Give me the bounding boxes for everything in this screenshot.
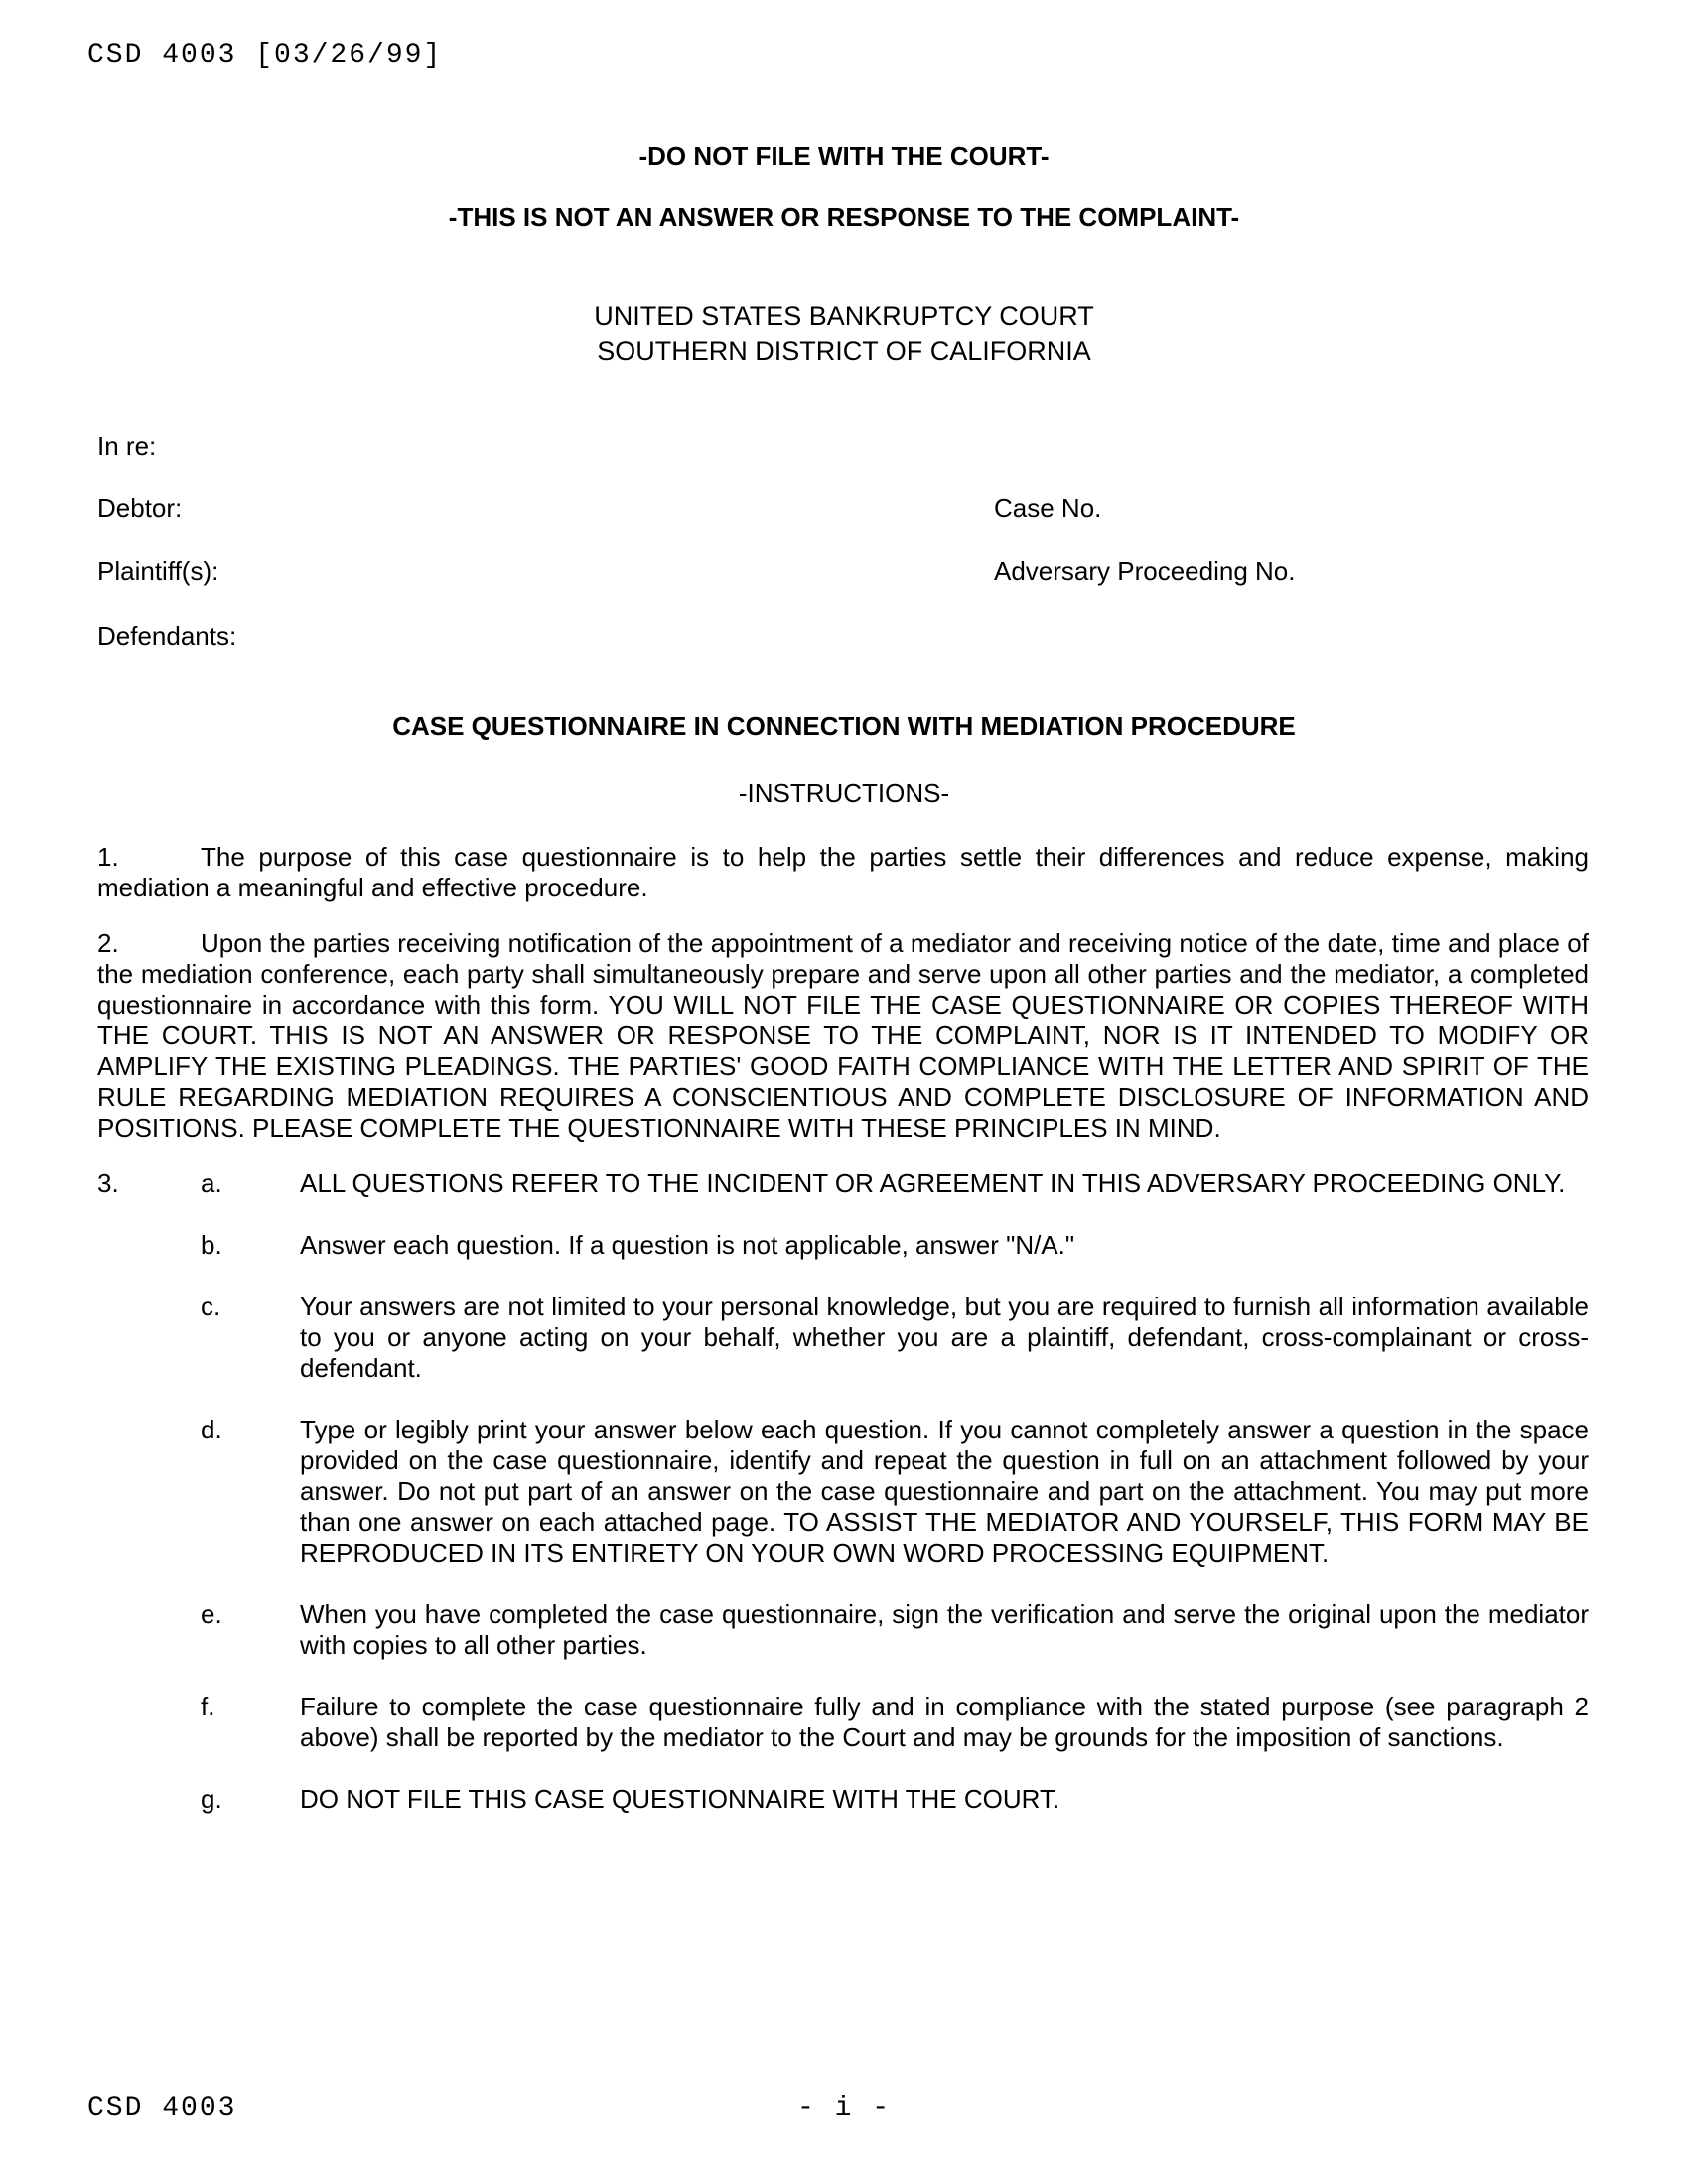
caption-row-plaintiffs	[97, 556, 1589, 587]
item-a-text: ALL QUESTIONS REFER TO THE INCIDENT OR AGREEMENT IN THIS ADVERSARY PROCEEDING ONLY.	[300, 1168, 1566, 1198]
instructions-body	[97, 842, 1589, 1845]
item-f-text: Failure to complete the case questionnaire fully and in compliance with the stated purpose (see paragraph 2 above) shall be reported by the mediator to the Court and may be grounds for the imposition of sanctions.	[300, 1692, 1589, 1752]
item-f-letter: f.	[201, 1692, 215, 1721]
form-id-header: CSD 4003 [03/26/99]	[87, 40, 443, 70]
item-d-text: Type or legibly print your answer below each question. If you cannot completely answer a question in the space provided on the case questionnaire, identify and repeat the question in full on an attachment followed by your answer. Do not put part of an answer on the case questionnaire and part on the attachment. You may put more than one answer on each attached page. TO ASSIST THE MEDIATOR AND YOURSELF, THIS FORM MAY BE REPRODUCED IN ITS ENTIRETY ON YOUR OWN WORD PROCESSING EQUIPMENT.	[300, 1415, 1589, 1568]
label-plaintiffs: Plaintiff(s):	[97, 556, 219, 586]
warning-not-an-answer: -THIS IS NOT AN ANSWER OR RESPONSE TO THE COMPLAINT-	[448, 203, 1240, 232]
court-name: UNITED STATES BANKRUPTCY COURT	[594, 301, 1094, 331]
instruction-item-a	[97, 1168, 1589, 1199]
instruction-item-g	[97, 1784, 1589, 1815]
item-a-letter: a.	[201, 1168, 222, 1198]
court-heading	[0, 298, 1688, 369]
item-g-letter: g.	[201, 1784, 222, 1814]
instruction-paragraph-2	[97, 928, 1589, 1144]
caption-row-in-re	[97, 431, 1589, 462]
caption-row-debtor	[97, 493, 1589, 524]
court-district: SOUTHERN DISTRICT OF CALIFORNIA	[597, 337, 1091, 366]
instruction-item-f	[97, 1692, 1589, 1753]
label-defendants: Defendants:	[97, 621, 237, 651]
instruction-item-b	[97, 1230, 1589, 1261]
item-c-letter: c.	[201, 1292, 221, 1321]
item-b-text: Answer each question. If a question is not applicable, answer "N/A."	[300, 1230, 1075, 1260]
label-case-no: Case No.	[994, 493, 1102, 523]
item-3-number: 3.	[97, 1168, 119, 1198]
paragraph-1-text: The purpose of this case questionnaire is to help the parties settle their differences and reduce expense, making mediation a meaningful and effective procedure.	[97, 842, 1589, 902]
instruction-paragraph-1	[97, 842, 1589, 903]
instruction-item-e	[97, 1599, 1589, 1661]
item-d-letter: d.	[201, 1415, 222, 1444]
label-in-re: In re:	[97, 431, 157, 461]
paragraph-2-number: 2.	[97, 928, 119, 958]
warning-do-not-file: -DO NOT FILE WITH THE COURT-	[638, 141, 1050, 171]
item-g-text: DO NOT FILE THIS CASE QUESTIONNAIRE WITH THE COURT.	[300, 1784, 1060, 1814]
instructions-heading: -INSTRUCTIONS-	[738, 778, 950, 808]
item-c-text: Your answers are not limited to your personal knowledge, but you are required to furnish all information available to you or anyone acting on your behalf, whether you are a plaintiff, defendant, cross-complainant or cross-defendant.	[300, 1292, 1589, 1383]
item-e-letter: e.	[201, 1599, 222, 1629]
item-b-letter: b.	[201, 1230, 222, 1260]
footer-page-number: - i -	[796, 2093, 891, 2123]
footer-form-number: CSD 4003	[87, 2093, 237, 2123]
label-adversary-proceeding-no: Adversary Proceeding No.	[994, 556, 1296, 586]
paragraph-1-number: 1.	[97, 842, 119, 872]
instruction-item-d	[97, 1415, 1589, 1569]
caption-row-defendants	[97, 621, 1589, 652]
label-debtor: Debtor:	[97, 493, 183, 523]
item-e-text: When you have completed the case questionnaire, sign the verification and serve the original upon the mediator with copies to all other parties.	[300, 1599, 1589, 1660]
paragraph-2-text: Upon the parties receiving notification of the appointment of a mediator and receiving notice of the date, time and place of the mediation conference, each party shall simultaneously prepare and serve upon all other parties and the mediator, a completed questionnaire in accordance with this form. YOU WILL NOT FILE THE CASE QUESTIONNAIRE OR COPIES THEREOF WITH THE COURT. THIS IS NOT AN ANSWER OR RESPONSE TO THE COMPLAINT, NOR IS IT INTENDED TO MODIFY OR AMPLIFY THE EXISTING PLEADINGS. THE PARTIES' GOOD FAITH COMPLIANCE WITH THE LETTER AND SPIRIT OF THE RULE REGARDING MEDIATION REQUIRES A CONSCIENTIOUS AND COMPLETE DISCLOSURE OF INFORMATION AND POSITIONS. PLEASE COMPLETE THE QUESTIONNAIRE WITH THESE PRINCIPLES IN MIND.	[97, 928, 1589, 1143]
instruction-item-c	[97, 1292, 1589, 1384]
document-title: CASE QUESTIONNAIRE IN CONNECTION WITH MEDIATION PROCEDURE	[392, 711, 1296, 741]
